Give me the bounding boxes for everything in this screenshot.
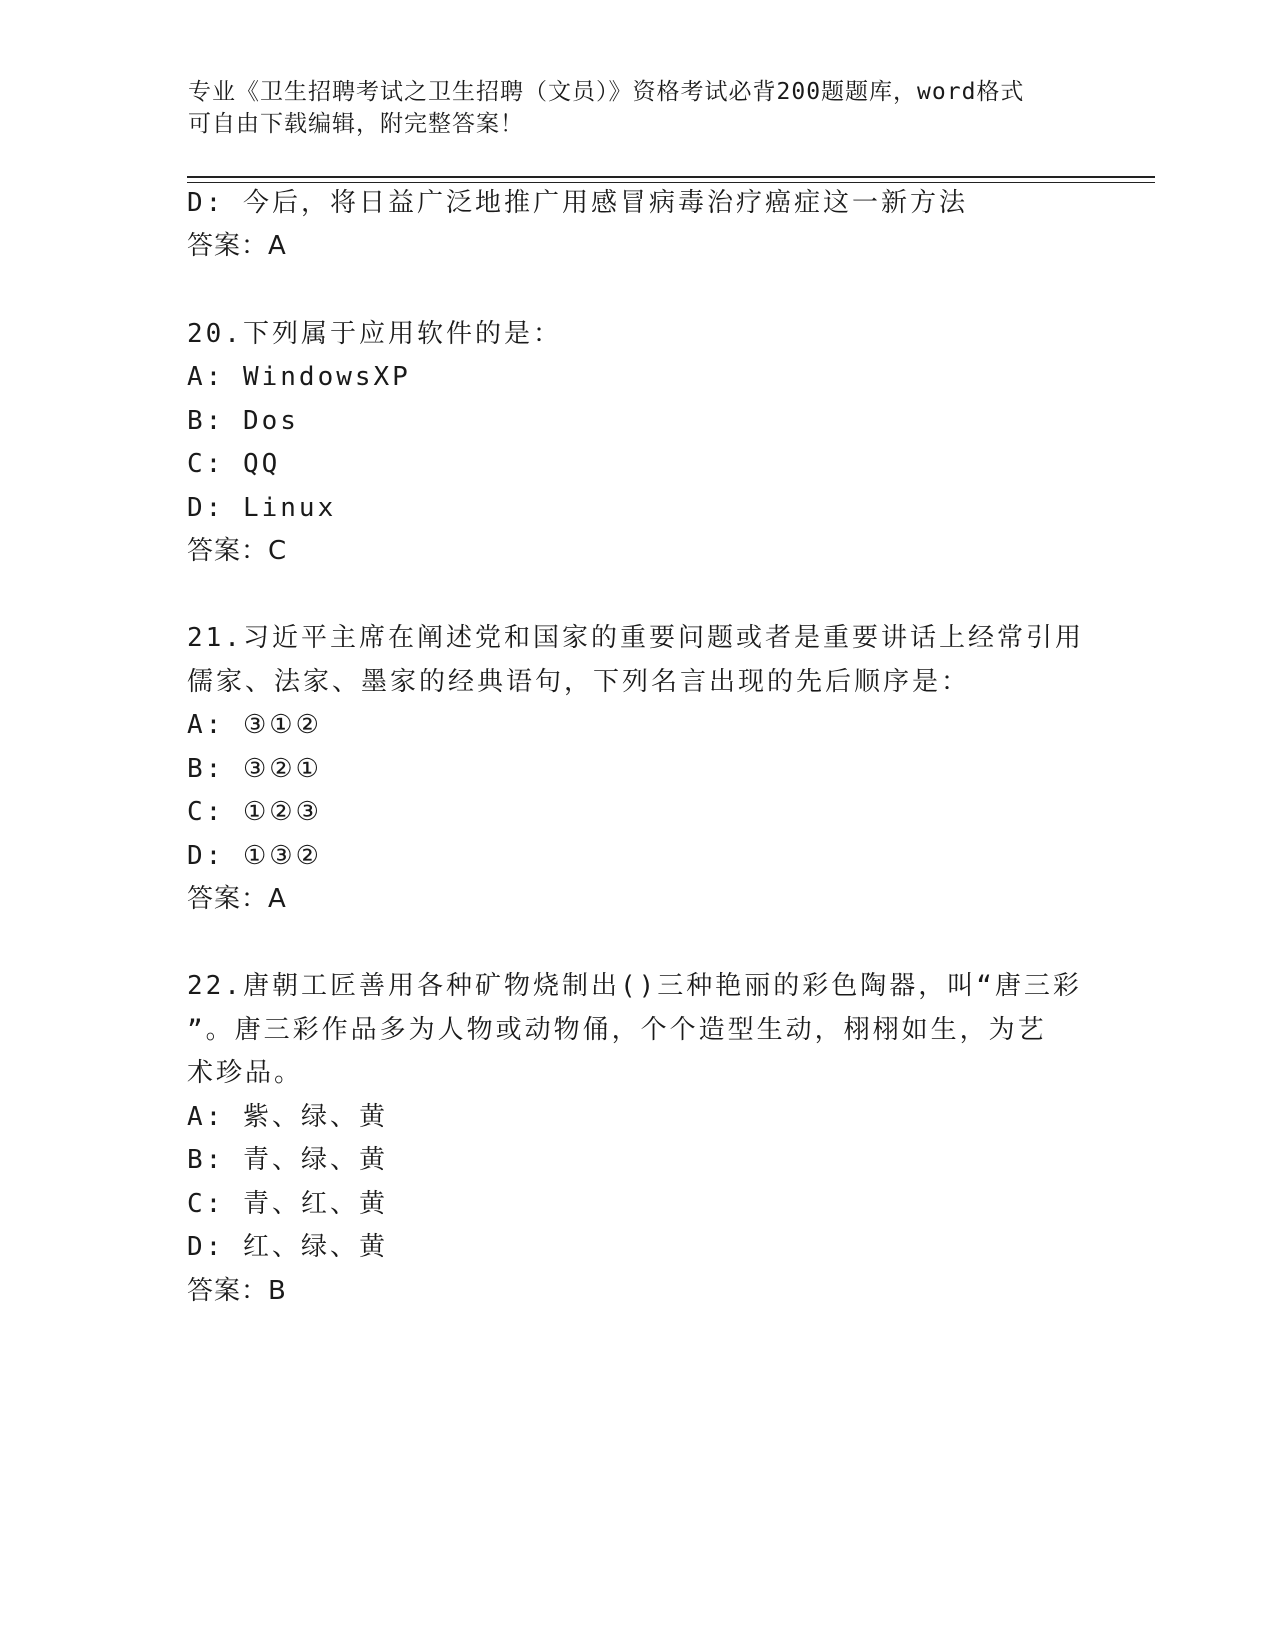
header-rule-thin (187, 182, 1155, 183)
q21-option-d: D: ①③② (187, 841, 322, 871)
q21-answer: 答案：A (187, 884, 287, 914)
q22-option-d: D: 红、绿、黄 (187, 1232, 388, 1262)
q21-option-b: B: ③②① (187, 754, 322, 784)
q20-option-b: B: Dos (187, 406, 299, 436)
q21-option-c: C: ①②③ (187, 797, 322, 827)
q21-stem-line-2: 儒家、法家、墨家的经典语句，下列名言出现的先后顺序是： (187, 667, 971, 697)
q21-option-a: A: ③①② (187, 710, 322, 740)
q22-answer: 答案：B (187, 1276, 287, 1306)
q22-stem-line-3: 术珍品。 (187, 1058, 304, 1088)
header-title-line-1: 专业《卫生招聘考试之卫生招聘（文员）》资格考试必背200题题库，word格式 (188, 79, 1025, 105)
header-title-line-2: 可自由下载编辑，附完整答案！ (188, 111, 524, 137)
q22-stem-line-2: ”。唐三彩作品多为人物或动物俑，个个造型生动，栩栩如生，为艺 (187, 1015, 1047, 1045)
prev-answer: 答案：A (187, 231, 287, 261)
q22-option-c: C: 青、红、黄 (187, 1189, 388, 1219)
q22-option-b: B: 青、绿、黄 (187, 1145, 388, 1175)
q20-stem: 20.下列属于应用软件的是： (187, 319, 562, 349)
q21-stem-line-1: 21.习近平主席在阐述党和国家的重要问题或者是重要讲话上经常引用 (187, 623, 1084, 653)
document-header (188, 76, 1068, 140)
q20-option-a: A: WindowsXP (187, 362, 411, 392)
q20-option-c: C: QQ (187, 449, 281, 479)
header-rule-thick (187, 176, 1155, 178)
q20-option-d: D: Linux (187, 493, 337, 523)
q22-option-a: A: 紫、绿、黄 (187, 1102, 388, 1132)
q20-answer: 答案：C (187, 536, 288, 566)
q22-stem-line-1: 22.唐朝工匠善用各种矿物烧制出()三种艳丽的彩色陶器，叫“唐三彩 (187, 971, 1082, 1001)
prev-option-d: D: 今后，将日益广泛地推广用感冒病毒治疗癌症这一新方法 (187, 188, 968, 218)
